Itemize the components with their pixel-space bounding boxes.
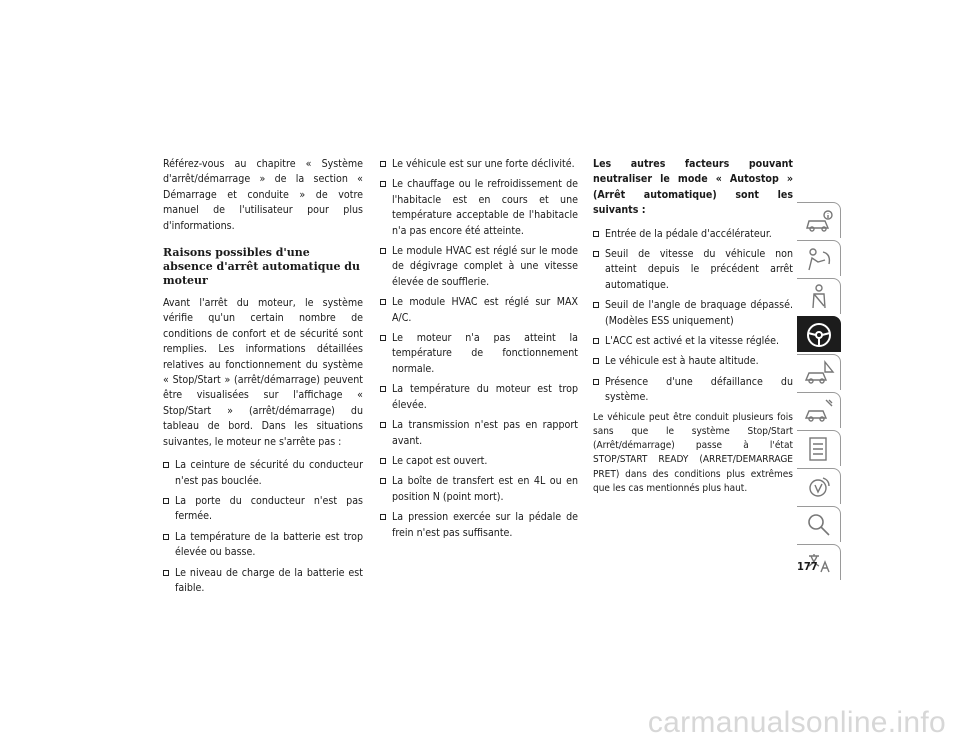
list-item: Seuil de l'angle de braquage dépassé. (Modèles ESS uniquement)	[593, 298, 793, 329]
square-bullet-icon	[163, 462, 169, 468]
tab-starting-driving[interactable]	[797, 316, 841, 352]
square-bullet-icon	[163, 570, 169, 576]
tab-maintenance[interactable]	[797, 430, 841, 466]
list-item: Entrée de la pédale d'accélérateur.	[593, 227, 793, 242]
seatbelt-icon	[803, 282, 835, 312]
square-bullet-icon	[380, 478, 386, 484]
column-right	[593, 157, 793, 504]
tab-car-info[interactable]	[797, 202, 841, 238]
checklist-icon	[803, 434, 835, 464]
square-bullet-icon	[593, 302, 599, 308]
list-item: Le chauffage ou le refroidissement de l'habitacle est en cours et une température acceptable de l'habitacle n'a pas encore été atteinte.	[380, 177, 578, 239]
list-item: Le niveau de charge de la batterie est faible.	[163, 566, 363, 597]
note-paragraph: Le véhicule peut être conduit plusieurs fois sans que le système Stop/Start (Arrêt/démarrage) passe à l'état STOP/START READY (ARRET/DEMARRAGE PRET) dans des conditions plus extrêmes que les cas mentionnés plus haut.	[593, 411, 793, 494]
square-bullet-icon	[380, 181, 386, 187]
square-bullet-icon	[593, 231, 599, 237]
lead-paragraph: Les autres facteurs pouvant neutraliser le mode « Autostop » (Arrêt automatique) sont les suivants :	[593, 158, 793, 217]
square-bullet-icon	[163, 498, 169, 504]
phone-multimedia-icon	[803, 472, 835, 502]
square-bullet-icon	[380, 335, 386, 341]
square-bullet-icon	[380, 386, 386, 392]
airbag-safety-icon	[803, 244, 835, 274]
intro-paragraph: Référez-vous au chapitre « Système d'arrêt/démarrage » de la section « Démarrage et conduite » de votre manuel de l'utilisateur pour plus d'informations.	[163, 158, 363, 232]
square-bullet-icon	[380, 514, 386, 520]
square-bullet-icon	[380, 422, 386, 428]
list-item: Le module HVAC est réglé sur MAX A/C.	[380, 295, 578, 326]
list-item: Le module HVAC est réglé sur le mode de dégivrage complet à une vitesse élevée de soufflerie.	[380, 244, 578, 290]
list-item: La porte du conducteur n'est pas fermée.	[163, 494, 363, 525]
car-info-icon	[803, 206, 835, 236]
tab-warnings[interactable]	[797, 354, 841, 390]
square-bullet-icon	[593, 338, 599, 344]
magnifier-icon	[803, 510, 835, 540]
list-item: La température de la batterie est trop élevée ou basse.	[163, 530, 363, 561]
list-item: Le véhicule est sur une forte déclivité.	[380, 157, 578, 172]
tab-index[interactable]	[797, 506, 841, 542]
list-item: Le capot est ouvert.	[380, 454, 578, 469]
steering-wheel-icon	[803, 320, 835, 350]
column-middle	[380, 157, 578, 546]
conditions-list-1	[163, 458, 363, 596]
square-bullet-icon	[593, 251, 599, 257]
tab-multimedia[interactable]	[797, 468, 841, 504]
square-bullet-icon	[593, 358, 599, 364]
square-bullet-icon	[380, 458, 386, 464]
car-warning-icon	[803, 358, 835, 388]
list-item: La ceinture de sécurité du conducteur n'est pas bouclée.	[163, 458, 363, 489]
list-item: Seuil de vitesse du véhicule non atteint depuis le précédent arrêt automatique.	[593, 247, 793, 293]
conditions-list-2	[380, 157, 578, 541]
list-item: Le moteur n'a pas atteint la température de fonctionnement normale.	[380, 331, 578, 377]
watermark: carmanualsonline.info	[647, 706, 946, 739]
list-item: L'ACC est activé et la vitesse réglée.	[593, 334, 793, 349]
square-bullet-icon	[380, 161, 386, 167]
factors-list	[593, 227, 793, 406]
car-service-icon	[803, 396, 835, 426]
tab-safety[interactable]	[797, 240, 841, 276]
section-heading: Raisons possibles d'une absence d'arrêt automatique du moteur	[163, 246, 360, 288]
square-bullet-icon	[380, 299, 386, 305]
column-left	[163, 157, 363, 601]
list-item: La température du moteur est trop élevée.	[380, 382, 578, 413]
square-bullet-icon	[593, 379, 599, 385]
square-bullet-icon	[380, 248, 386, 254]
tab-service[interactable]	[797, 392, 841, 428]
list-item: La pression exercée sur la pédale de frein n'est pas suffisante.	[380, 510, 578, 541]
page-number: 177	[797, 560, 818, 573]
square-bullet-icon	[163, 534, 169, 540]
list-item: La transmission n'est pas en rapport avant.	[380, 418, 578, 449]
list-item: La boîte de transfert est en 4L ou en position N (point mort).	[380, 474, 578, 505]
tab-seatbelt[interactable]	[797, 278, 841, 314]
body-paragraph: Avant l'arrêt du moteur, le système vérifie qu'un certain nombre de conditions de confort et de sécurité sont remplies. Les informations détaillées relatives au fonctionnement du système « Stop/Start » (arrêt/démarrage) peuvent être visualisées sur l'affichage « Stop/Start » (arrêt/démarrage) du tableau de bord. Dans les situations suivantes, le moteur ne s'arrête pas :	[163, 297, 363, 448]
list-item: Le véhicule est à haute altitude.	[593, 354, 793, 369]
list-item: Présence d'une défaillance du système.	[593, 375, 793, 406]
chapter-tab-bar	[797, 202, 841, 582]
